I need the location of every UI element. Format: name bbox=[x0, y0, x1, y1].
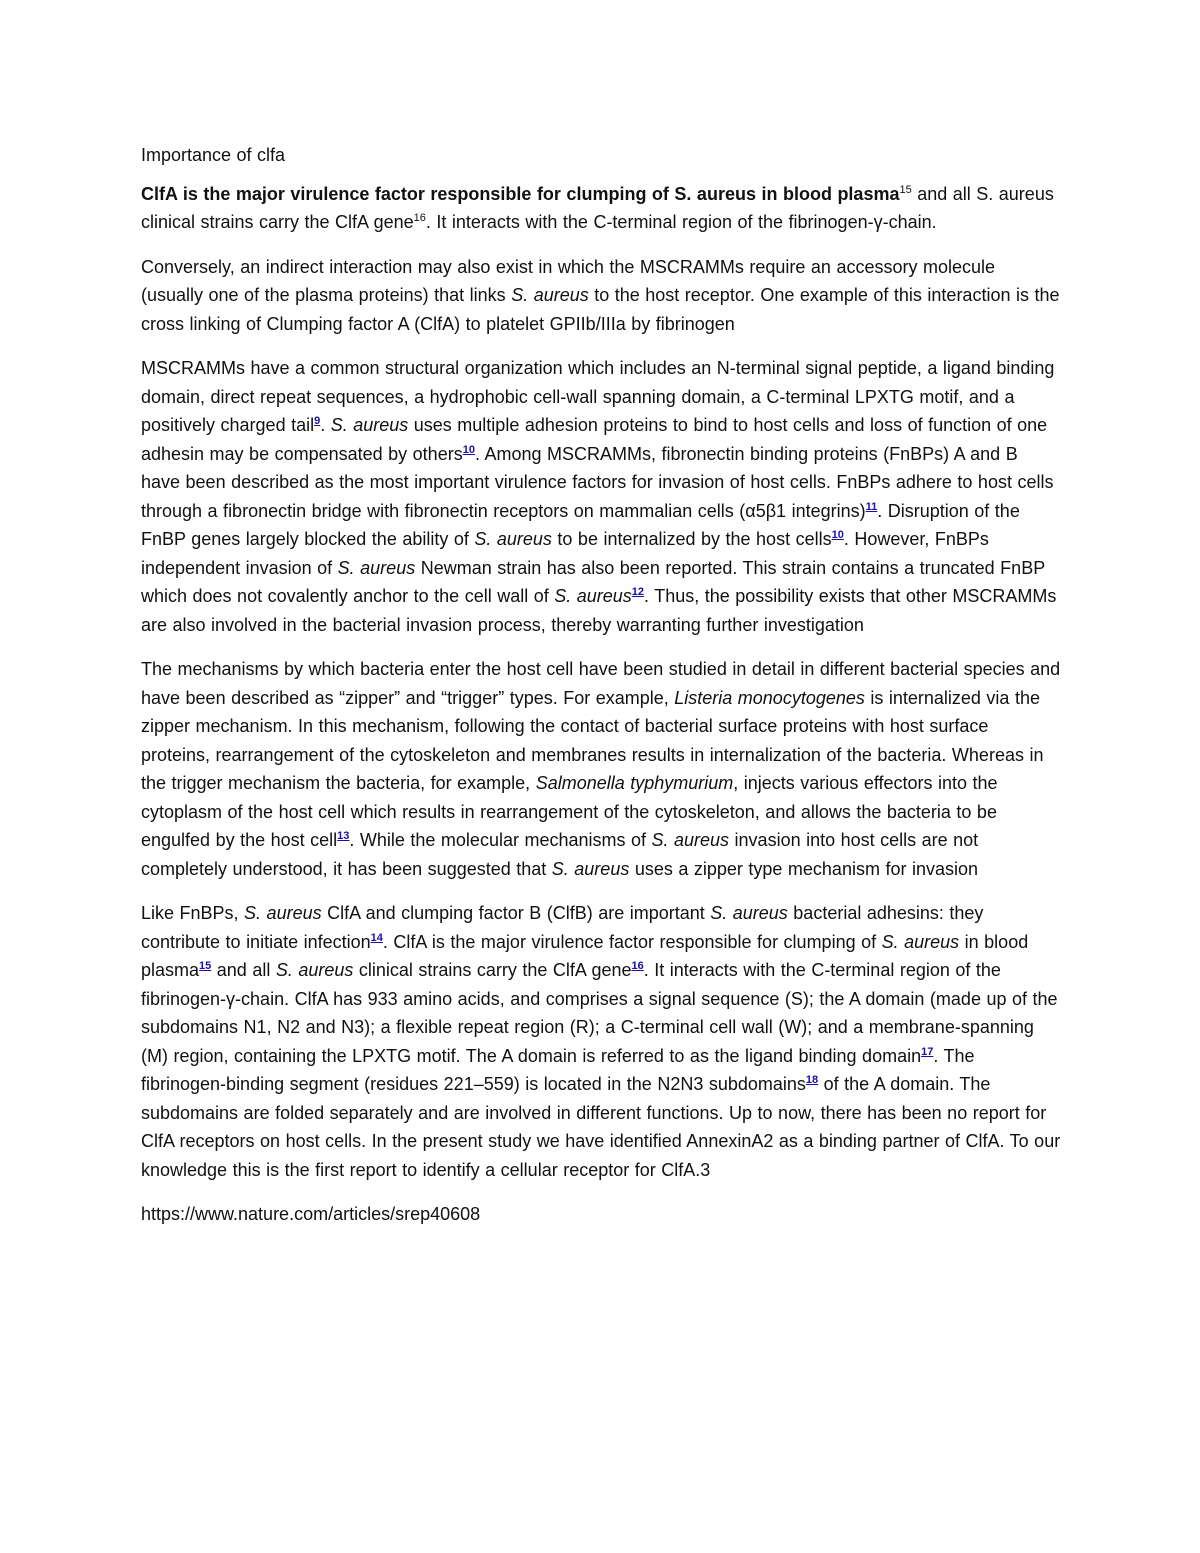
text: . bbox=[320, 415, 331, 435]
text: . It interacts with the C-terminal region of the fibrinogen-γ-chain. ClfA has 933 amino acids, and comprises a signal sequence (S); the A domain (made up of the subdomains N1, N2 and N3); a flexible repeat region (R); a C-terminal cell wall (W); and a membrane-spanning (M) region, containing the LPXTG motif. The A domain is referred to as the ligand binding domain bbox=[141, 960, 1058, 1066]
text: clinical strains carry the ClfA gene bbox=[353, 960, 632, 980]
text: Conversely, an indirect interaction may also exist in which the MSCRAMMs require an accessory molecule (usually one of the plasma proteins) that links bbox=[141, 256, 996, 305]
text: . The fibrinogen-binding segment (residues 221–559) is located in the N2N3 subdomains bbox=[141, 1045, 975, 1094]
paragraph-mscramms bbox=[141, 354, 1061, 639]
text: The mechanisms by which bacteria enter the host cell have been studied in detail in different bacterial species and have been described as “zipper” and “trigger” types. For example, bbox=[141, 659, 1061, 708]
species-name: S. aureus bbox=[651, 830, 730, 850]
paragraph-clfa-intro bbox=[141, 180, 1061, 237]
reference-link-10[interactable]: 10 bbox=[462, 443, 475, 456]
text: of the A domain. The subdomains are folded separately and are involved in different functions. Up to now, there has been no report for ClfA receptors on host cells. In the present study we have identified AnnexinA2 as a binding partner of ClfA. To our knowledge this is the first report to identify a cellular receptor for ClfA.3 bbox=[141, 1074, 1061, 1180]
species-name: S. aureus bbox=[275, 960, 354, 980]
species-name: S. aureus bbox=[511, 285, 589, 305]
text: uses a zipper type mechanism for invasion bbox=[629, 858, 978, 879]
species-name: Salmonella typhymurium bbox=[535, 773, 734, 793]
paragraph-mechanisms bbox=[141, 655, 1061, 883]
reference-link-18[interactable]: 18 bbox=[805, 1074, 819, 1086]
species-name: S. aureus bbox=[474, 529, 552, 549]
reference-link-17[interactable]: 17 bbox=[921, 1045, 934, 1058]
text: . Disruption of the FnBP genes largely blocked the ability of bbox=[141, 500, 1020, 549]
reference-link-9[interactable]: 9 bbox=[314, 415, 321, 427]
species-name: Listeria monocytogenes bbox=[674, 687, 865, 708]
reference-link-15[interactable]: 15 bbox=[199, 960, 212, 972]
text: in blood plasma bbox=[141, 931, 1029, 980]
reference-16: 16 bbox=[413, 212, 426, 224]
text: . While the molecular mechanisms of bbox=[349, 830, 652, 850]
reference-link-12[interactable]: 12 bbox=[631, 586, 645, 598]
text: uses multiple adhesion proteins to bind to host cells and loss of function of one adhesin may be compensated by others bbox=[141, 415, 1048, 464]
species-name: S. aureus bbox=[881, 931, 960, 952]
species-name: S. aureus bbox=[551, 858, 630, 879]
reference-link-13[interactable]: 13 bbox=[337, 830, 350, 842]
text: . ClfA is the major virulence factor responsible for clumping of bbox=[382, 931, 882, 952]
species-name: S. aureus bbox=[554, 586, 632, 606]
text: . However, FnBPs independent invasion of bbox=[141, 529, 989, 578]
text: , injects various effectors into the cytoplasm of the host cell which results in rearrangement of the cytoskeleton, and allows the bacteria to be engulfed by the host cell bbox=[141, 773, 998, 850]
document-title: Importance of clfa bbox=[141, 145, 286, 165]
text: to be internalized by the host cells bbox=[551, 529, 832, 549]
reference-link-10[interactable]: 10 bbox=[831, 529, 844, 541]
paragraph-clfa-details bbox=[141, 899, 1061, 1184]
bold-lead-sentence: ClfA is the major virulence factor responsible for clumping of S. aureus in blood plasma bbox=[141, 183, 900, 204]
reference-15: 15 bbox=[899, 183, 912, 196]
text: is internalized via the zipper mechanism. In this mechanism, following the contact of bacterial surface proteins with host surface proteins, rearrangement of the cytoskeleton and membranes results in internalization of the bacteria. Whereas in the trigger mechanism the bacteria, for example, bbox=[141, 687, 1044, 793]
text: and all S. aureus clinical strains carry the ClfA gene bbox=[141, 183, 1054, 232]
species-name: S. aureus bbox=[710, 903, 788, 923]
text: . It interacts with the C-terminal region of the fibrinogen-γ-chain. bbox=[425, 212, 937, 232]
species-name: S. aureus bbox=[337, 557, 416, 578]
text: Like FnBPs, bbox=[141, 903, 245, 923]
paragraph-indirect-interaction bbox=[141, 253, 1061, 339]
source-url: https://www.nature.com/articles/srep40608 bbox=[141, 1204, 481, 1224]
text: bacterial adhesins: they contribute to initiate infection bbox=[141, 903, 984, 952]
reference-link-16[interactable]: 16 bbox=[631, 960, 644, 972]
text: . Among MSCRAMMs, fibronectin binding proteins (FnBPs) A and B have been described as the most important virulence factors for invasion of host cells. FnBPs adhere to host cells through a fibronectin bridge with fibronectin receptors on mammalian cells (α5β1 integrins) bbox=[141, 443, 1054, 521]
species-name: S. aureus bbox=[244, 903, 322, 923]
species-name: S. aureus bbox=[330, 415, 409, 435]
text: Newman strain has also been reported. This strain contains a truncated FnBP which does not covalently anchor to the cell wall of bbox=[141, 557, 1045, 606]
text: . Thus, the possibility exists that other MSCRAMMs are also involved in the bacterial invasion process, thereby warranting further investigation bbox=[141, 586, 1057, 635]
reference-link-14[interactable]: 14 bbox=[370, 931, 383, 944]
document-body bbox=[141, 141, 1061, 1245]
text: invasion into host cells are not completely understood, it has been suggested that bbox=[141, 830, 979, 879]
text: to the host receptor. One example of this interaction is the cross linking of Clumping factor A (ClfA) to platelet GPIIb/IIIa by fibrinogen bbox=[141, 285, 1060, 334]
text: ClfA and clumping factor B (ClfB) are important bbox=[321, 903, 711, 923]
text: and all bbox=[211, 960, 276, 980]
text: MSCRAMMs have a common structural organization which includes an N-terminal signal peptide, a ligand binding domain, direct repeat sequences, a hydrophobic cell-wall spanning domain, a C-terminal LPXTG motif, and a positively charged tail bbox=[141, 358, 1055, 435]
reference-link-11[interactable]: 11 bbox=[865, 500, 878, 513]
